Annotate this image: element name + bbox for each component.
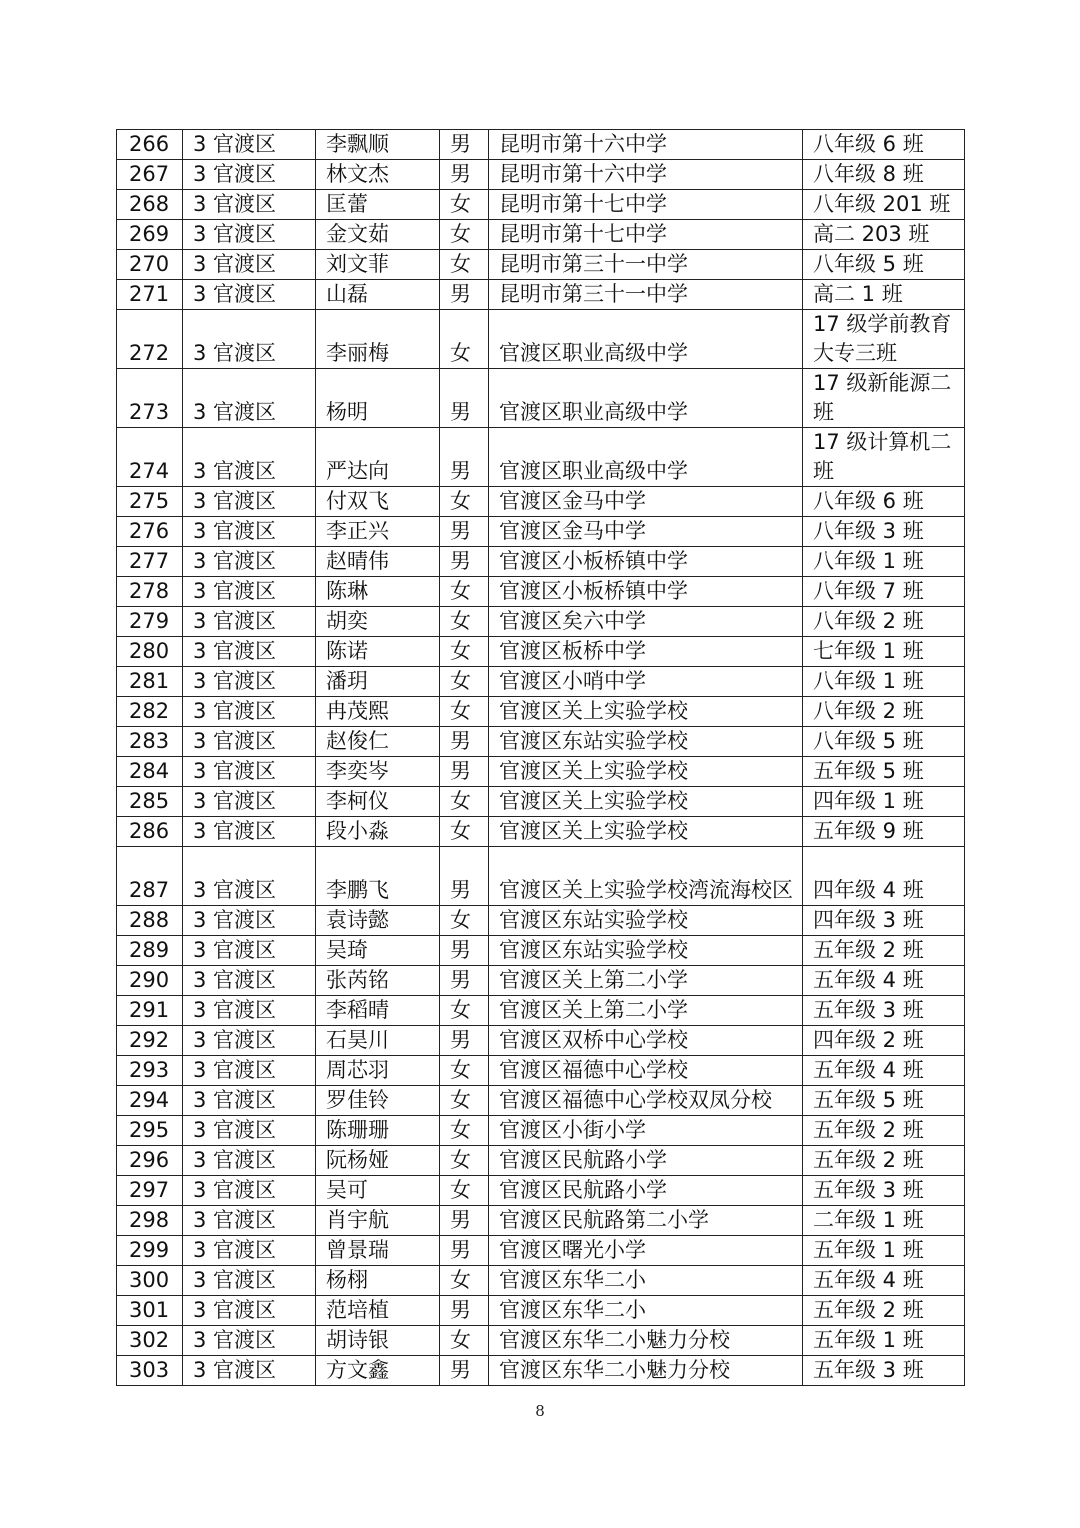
cell-number: 294 [117, 1086, 183, 1116]
cell-district: 3 官渡区 [183, 1296, 316, 1326]
cell-number: 298 [117, 1206, 183, 1236]
cell-number: 271 [117, 280, 183, 310]
cell-district: 3 官渡区 [183, 1056, 316, 1086]
cell-name: 李正兴 [316, 517, 440, 547]
cell-number: 281 [117, 667, 183, 697]
cell-name: 张芮铭 [316, 966, 440, 996]
cell-district: 3 官渡区 [183, 1116, 316, 1146]
table-row [117, 1026, 965, 1056]
cell-school: 官渡区小街小学 [489, 1116, 803, 1146]
cell-class: 五年级 1 班 [803, 1326, 965, 1356]
table-row [117, 1326, 965, 1356]
cell-district: 3 官渡区 [183, 936, 316, 966]
cell-number: 276 [117, 517, 183, 547]
cell-district: 3 官渡区 [183, 487, 316, 517]
cell-school: 官渡区东站实验学校 [489, 906, 803, 936]
cell-number: 279 [117, 607, 183, 637]
cell-school: 昆明市第十六中学 [489, 130, 803, 160]
cell-school: 官渡区矣六中学 [489, 607, 803, 637]
cell-school: 昆明市第十七中学 [489, 190, 803, 220]
cell-school: 官渡区民航路小学 [489, 1176, 803, 1206]
cell-school: 昆明市第十七中学 [489, 220, 803, 250]
cell-school: 官渡区双桥中心学校 [489, 1026, 803, 1056]
cell-school: 官渡区板桥中学 [489, 637, 803, 667]
cell-district: 3 官渡区 [183, 220, 316, 250]
cell-number: 285 [117, 787, 183, 817]
cell-number: 270 [117, 250, 183, 280]
cell-district: 3 官渡区 [183, 1176, 316, 1206]
cell-gender: 女 [440, 220, 489, 250]
cell-school: 官渡区东华二小 [489, 1266, 803, 1296]
table-row [117, 757, 965, 787]
table-row [117, 1086, 965, 1116]
cell-school: 昆明市第三十一中学 [489, 250, 803, 280]
cell-school: 官渡区东华二小魅力分校 [489, 1356, 803, 1386]
cell-name: 李丽梅 [316, 310, 440, 369]
cell-district: 3 官渡区 [183, 847, 316, 906]
cell-school: 官渡区关上第二小学 [489, 966, 803, 996]
cell-school: 官渡区金马中学 [489, 487, 803, 517]
cell-district: 3 官渡区 [183, 817, 316, 847]
cell-class: 五年级 2 班 [803, 1296, 965, 1326]
cell-name: 李稻晴 [316, 996, 440, 1026]
cell-gender: 女 [440, 637, 489, 667]
cell-gender: 男 [440, 1206, 489, 1236]
cell-class: 四年级 1 班 [803, 787, 965, 817]
cell-class: 五年级 4 班 [803, 966, 965, 996]
cell-number: 290 [117, 966, 183, 996]
page-number: 8 [535, 1402, 545, 1420]
cell-gender: 男 [440, 369, 489, 428]
cell-class: 五年级 2 班 [803, 1146, 965, 1176]
cell-name: 袁诗懿 [316, 906, 440, 936]
cell-class: 五年级 4 班 [803, 1266, 965, 1296]
cell-district: 3 官渡区 [183, 757, 316, 787]
cell-gender: 女 [440, 487, 489, 517]
table-row [117, 847, 965, 906]
cell-class: 五年级 5 班 [803, 1086, 965, 1116]
cell-school: 官渡区民航路小学 [489, 1146, 803, 1176]
cell-district: 3 官渡区 [183, 1356, 316, 1386]
cell-name: 李鹏飞 [316, 847, 440, 906]
cell-name: 石昊川 [316, 1026, 440, 1056]
cell-class: 五年级 1 班 [803, 1236, 965, 1266]
cell-name: 林文杰 [316, 160, 440, 190]
cell-district: 3 官渡区 [183, 607, 316, 637]
cell-number: 282 [117, 697, 183, 727]
cell-class: 七年级 1 班 [803, 637, 965, 667]
cell-school: 官渡区东站实验学校 [489, 936, 803, 966]
cell-class: 八年级 201 班 [803, 190, 965, 220]
cell-class: 四年级 3 班 [803, 906, 965, 936]
cell-district: 3 官渡区 [183, 787, 316, 817]
cell-number: 303 [117, 1356, 183, 1386]
cell-number: 289 [117, 936, 183, 966]
cell-class: 五年级 2 班 [803, 936, 965, 966]
cell-district: 3 官渡区 [183, 1326, 316, 1356]
table-row [117, 1116, 965, 1146]
cell-class: 四年级 2 班 [803, 1026, 965, 1056]
cell-number: 283 [117, 727, 183, 757]
cell-school: 官渡区福德中心学校双凤分校 [489, 1086, 803, 1116]
table-row [117, 787, 965, 817]
cell-name: 李柯仪 [316, 787, 440, 817]
cell-name: 吴琦 [316, 936, 440, 966]
cell-name: 山磊 [316, 280, 440, 310]
roster-table-container [116, 129, 964, 1386]
table-row [117, 130, 965, 160]
cell-name: 陈珊珊 [316, 1116, 440, 1146]
cell-name: 段小淼 [316, 817, 440, 847]
cell-name: 杨栩 [316, 1266, 440, 1296]
cell-gender: 男 [440, 847, 489, 906]
cell-number: 291 [117, 996, 183, 1026]
cell-district: 3 官渡区 [183, 727, 316, 757]
cell-school: 官渡区东华二小魅力分校 [489, 1326, 803, 1356]
cell-gender: 男 [440, 1356, 489, 1386]
cell-district: 3 官渡区 [183, 310, 316, 369]
cell-school: 官渡区职业高级中学 [489, 369, 803, 428]
cell-name: 冉茂熙 [316, 697, 440, 727]
cell-gender: 男 [440, 517, 489, 547]
cell-number: 266 [117, 130, 183, 160]
cell-district: 3 官渡区 [183, 160, 316, 190]
table-row [117, 1296, 965, 1326]
cell-class: 五年级 9 班 [803, 817, 965, 847]
cell-school: 官渡区关上实验学校湾流海校区 [489, 847, 803, 906]
cell-number: 273 [117, 369, 183, 428]
cell-district: 3 官渡区 [183, 130, 316, 160]
cell-class: 八年级 5 班 [803, 727, 965, 757]
table-row [117, 1266, 965, 1296]
cell-number: 269 [117, 220, 183, 250]
cell-school: 官渡区职业高级中学 [489, 310, 803, 369]
table-row [117, 190, 965, 220]
cell-number: 287 [117, 847, 183, 906]
cell-gender: 女 [440, 1116, 489, 1146]
cell-school: 官渡区关上实验学校 [489, 757, 803, 787]
cell-school: 官渡区关上第二小学 [489, 996, 803, 1026]
cell-class: 五年级 2 班 [803, 1116, 965, 1146]
cell-gender: 男 [440, 160, 489, 190]
cell-name: 阮杨娅 [316, 1146, 440, 1176]
cell-class: 二年级 1 班 [803, 1206, 965, 1236]
cell-number: 297 [117, 1176, 183, 1206]
cell-name: 周芯羽 [316, 1056, 440, 1086]
cell-district: 3 官渡区 [183, 250, 316, 280]
cell-school: 官渡区关上实验学校 [489, 697, 803, 727]
table-row [117, 1236, 965, 1266]
cell-gender: 女 [440, 817, 489, 847]
table-row [117, 160, 965, 190]
table-row [117, 966, 965, 996]
table-row [117, 310, 965, 369]
cell-class: 四年级 4 班 [803, 847, 965, 906]
cell-class: 八年级 2 班 [803, 697, 965, 727]
cell-gender: 男 [440, 428, 489, 487]
cell-district: 3 官渡区 [183, 1086, 316, 1116]
cell-gender: 男 [440, 1026, 489, 1056]
cell-name: 肖宇航 [316, 1206, 440, 1236]
cell-name: 匡蕾 [316, 190, 440, 220]
cell-district: 3 官渡区 [183, 996, 316, 1026]
cell-school: 官渡区小哨中学 [489, 667, 803, 697]
cell-class: 五年级 3 班 [803, 1356, 965, 1386]
cell-number: 299 [117, 1236, 183, 1266]
cell-gender: 女 [440, 697, 489, 727]
cell-gender: 男 [440, 1236, 489, 1266]
cell-district: 3 官渡区 [183, 667, 316, 697]
table-row [117, 250, 965, 280]
cell-number: 277 [117, 547, 183, 577]
table-row [117, 637, 965, 667]
cell-gender: 男 [440, 547, 489, 577]
cell-district: 3 官渡区 [183, 577, 316, 607]
cell-gender: 女 [440, 996, 489, 1026]
cell-district: 3 官渡区 [183, 697, 316, 727]
cell-gender: 男 [440, 1296, 489, 1326]
cell-class: 八年级 3 班 [803, 517, 965, 547]
table-row [117, 517, 965, 547]
cell-gender: 男 [440, 757, 489, 787]
cell-name: 李飘顺 [316, 130, 440, 160]
cell-number: 295 [117, 1116, 183, 1146]
cell-school: 官渡区关上实验学校 [489, 787, 803, 817]
cell-name: 方文鑫 [316, 1356, 440, 1386]
table-row [117, 1206, 965, 1236]
roster-table-body [117, 130, 965, 1386]
cell-gender: 女 [440, 310, 489, 369]
cell-name: 杨明 [316, 369, 440, 428]
table-row [117, 817, 965, 847]
cell-gender: 女 [440, 1326, 489, 1356]
table-row [117, 936, 965, 966]
cell-number: 275 [117, 487, 183, 517]
cell-class: 八年级 1 班 [803, 547, 965, 577]
cell-number: 278 [117, 577, 183, 607]
cell-name: 潘玥 [316, 667, 440, 697]
cell-district: 3 官渡区 [183, 637, 316, 667]
cell-number: 286 [117, 817, 183, 847]
cell-gender: 男 [440, 727, 489, 757]
table-row [117, 547, 965, 577]
cell-gender: 男 [440, 966, 489, 996]
cell-gender: 男 [440, 936, 489, 966]
table-row [117, 577, 965, 607]
table-row [117, 996, 965, 1026]
cell-gender: 女 [440, 577, 489, 607]
cell-school: 官渡区福德中心学校 [489, 1056, 803, 1086]
cell-school: 官渡区民航路第二小学 [489, 1206, 803, 1236]
cell-number: 272 [117, 310, 183, 369]
cell-district: 3 官渡区 [183, 369, 316, 428]
cell-class: 八年级 2 班 [803, 607, 965, 637]
cell-number: 267 [117, 160, 183, 190]
cell-class: 高二 203 班 [803, 220, 965, 250]
cell-gender: 男 [440, 130, 489, 160]
cell-name: 吴可 [316, 1176, 440, 1206]
table-row [117, 727, 965, 757]
table-row [117, 906, 965, 936]
table-row [117, 1176, 965, 1206]
cell-name: 胡诗银 [316, 1326, 440, 1356]
cell-district: 3 官渡区 [183, 280, 316, 310]
cell-district: 3 官渡区 [183, 966, 316, 996]
cell-number: 302 [117, 1326, 183, 1356]
cell-number: 293 [117, 1056, 183, 1086]
cell-class: 高二 1 班 [803, 280, 965, 310]
cell-gender: 女 [440, 667, 489, 697]
cell-district: 3 官渡区 [183, 1146, 316, 1176]
cell-class: 17 级计算机二班 [803, 428, 965, 487]
cell-name: 曾景瑞 [316, 1236, 440, 1266]
table-row [117, 697, 965, 727]
cell-gender: 女 [440, 1056, 489, 1086]
cell-name: 范培植 [316, 1296, 440, 1326]
cell-school: 官渡区关上实验学校 [489, 817, 803, 847]
cell-number: 284 [117, 757, 183, 787]
cell-school: 昆明市第十六中学 [489, 160, 803, 190]
cell-class: 五年级 5 班 [803, 757, 965, 787]
roster-table [116, 129, 965, 1386]
cell-number: 280 [117, 637, 183, 667]
cell-gender: 女 [440, 906, 489, 936]
cell-class: 八年级 8 班 [803, 160, 965, 190]
table-row [117, 220, 965, 250]
cell-district: 3 官渡区 [183, 1266, 316, 1296]
cell-number: 301 [117, 1296, 183, 1326]
cell-gender: 女 [440, 1176, 489, 1206]
cell-gender: 女 [440, 190, 489, 220]
table-row [117, 280, 965, 310]
cell-gender: 女 [440, 250, 489, 280]
cell-name: 付双飞 [316, 487, 440, 517]
cell-number: 296 [117, 1146, 183, 1176]
table-row [117, 1356, 965, 1386]
cell-district: 3 官渡区 [183, 1026, 316, 1056]
cell-class: 17 级新能源二班 [803, 369, 965, 428]
cell-district: 3 官渡区 [183, 428, 316, 487]
cell-gender: 女 [440, 1266, 489, 1296]
cell-name: 赵俊仁 [316, 727, 440, 757]
cell-school: 官渡区小板桥镇中学 [489, 577, 803, 607]
cell-school: 官渡区金马中学 [489, 517, 803, 547]
cell-gender: 女 [440, 1146, 489, 1176]
cell-class: 五年级 3 班 [803, 996, 965, 1026]
table-row [117, 428, 965, 487]
cell-class: 八年级 5 班 [803, 250, 965, 280]
cell-school: 官渡区小板桥镇中学 [489, 547, 803, 577]
cell-class: 五年级 3 班 [803, 1176, 965, 1206]
cell-district: 3 官渡区 [183, 1206, 316, 1236]
cell-class: 八年级 6 班 [803, 487, 965, 517]
cell-district: 3 官渡区 [183, 517, 316, 547]
cell-district: 3 官渡区 [183, 547, 316, 577]
cell-name: 赵晴伟 [316, 547, 440, 577]
table-row [117, 607, 965, 637]
cell-name: 罗佳铃 [316, 1086, 440, 1116]
table-row [117, 369, 965, 428]
cell-name: 刘文菲 [316, 250, 440, 280]
cell-number: 288 [117, 906, 183, 936]
cell-district: 3 官渡区 [183, 906, 316, 936]
cell-class: 八年级 6 班 [803, 130, 965, 160]
cell-school: 昆明市第三十一中学 [489, 280, 803, 310]
cell-gender: 男 [440, 280, 489, 310]
cell-school: 官渡区东华二小 [489, 1296, 803, 1326]
cell-school: 官渡区职业高级中学 [489, 428, 803, 487]
cell-class: 八年级 1 班 [803, 667, 965, 697]
cell-name: 胡奕 [316, 607, 440, 637]
cell-school: 官渡区曙光小学 [489, 1236, 803, 1266]
cell-class: 五年级 4 班 [803, 1056, 965, 1086]
cell-number: 300 [117, 1266, 183, 1296]
cell-class: 八年级 7 班 [803, 577, 965, 607]
cell-name: 李奕岑 [316, 757, 440, 787]
cell-name: 陈诺 [316, 637, 440, 667]
cell-district: 3 官渡区 [183, 1236, 316, 1266]
cell-district: 3 官渡区 [183, 190, 316, 220]
cell-number: 292 [117, 1026, 183, 1056]
cell-number: 268 [117, 190, 183, 220]
cell-name: 金文茹 [316, 220, 440, 250]
cell-gender: 女 [440, 787, 489, 817]
cell-number: 274 [117, 428, 183, 487]
cell-school: 官渡区东站实验学校 [489, 727, 803, 757]
table-row [117, 487, 965, 517]
table-row [117, 1056, 965, 1086]
table-row [117, 1146, 965, 1176]
cell-name: 陈琳 [316, 577, 440, 607]
cell-gender: 女 [440, 1086, 489, 1116]
table-row [117, 667, 965, 697]
cell-name: 严达向 [316, 428, 440, 487]
cell-gender: 女 [440, 607, 489, 637]
cell-class: 17 级学前教育大专三班 [803, 310, 965, 369]
